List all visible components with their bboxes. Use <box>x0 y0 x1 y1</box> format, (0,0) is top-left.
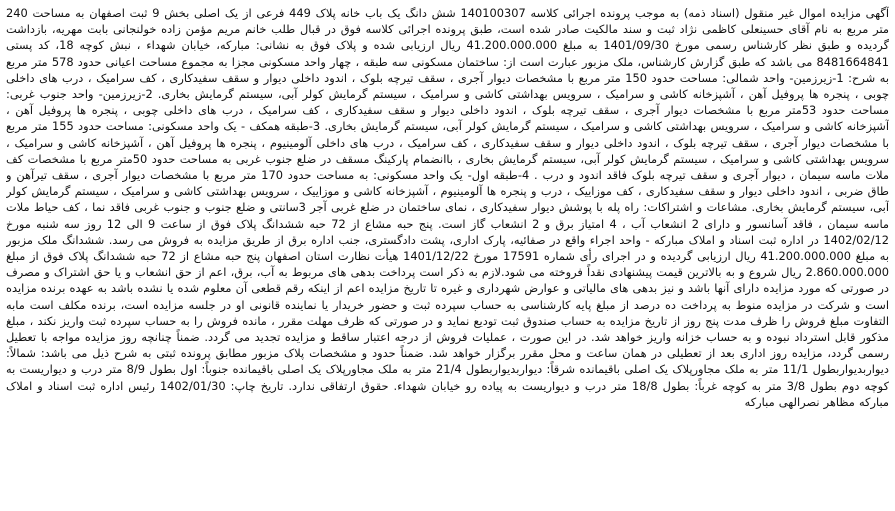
auction-notice-text: آگهی مزایده اموال غیر منقول (اسناد ذمه) به موجب پرونده اجرائی کلاسه 140100307 شش دانگ یک باب خانه پلاک 449 فرعی از یک اصلی بخش 9 ثبت اصفهان به مساحت 240 متر مربع به نام آقای حسینعلی کاظمی نژاد ثبت و سند مالکیت صادر شده است، طبق پرونده اجرائی کلاسه فوق در قبال طلب خانم مریم مؤمن زاده خولنجانی بابت مهریه، بازداشت گردیده و طبق نظر کارشناس رسمی مورخ 1401/09/30 به مبلغ 41.200.000.000 ریال ارزیابی شده و پلاک فوق به نشانی: مبارکه، خیابان شهداء ، نبش کوچه 18، کد پستی 8481664841 می باشد که طبق گزارش کارشناس، ملک مزبور عبارت است از: ساختمان مسکونی سه طبقه ، چهار واحد مسکونی مجزا به مجموع مساحت اعیانی حدود 578 متر مربع به شرح: 1-زیرزمین- واحد شمالی: مساحت حدود 150 متر مربع با مشخصات دیوار آجری ، سقف تیرچه بلوک ، اندود داخلی دیوار و سقف سفیدکاری ، کف سرامیک ، درب های داخلی چوبی ، پنجره ها پروفیل آهن ، آشپزخانه کاشی و سرامیک ، سرویس بهداشتی کاشی و سرامیک ، سیستم گرمایش کولر آبی، سیستم گرمایش بخاری. 2-زیرزمین- واحد جنوب غربی: مساحت حدود 53متر مربع با مشخصات دیوار آجری ، سقف تیرچه بلوک ، اندود داخلی دیوار و سقف سفیدکاری ، کف سرامیک ، درب های داخلی چوبی ، پنجره ها پروفیل آهن ، آشپزخانه کاشی و سرامیک ، سرویس بهداشتی کاشی و سرامیک ، سیستم گرمایش کولر آبی، سیستم گرمایش بخاری. 3-طبقه همکف - یک واحد مسکونی: مساحت حدود 155 متر مربع با مشخصات دیوار آجری ، سقف تیرچه بلوک ، اندود داخلی دیوار و سقف سفیدکاری ، کف سرامیک ، درب های داخلی آلومینیوم ، پنجره ها پروفیل آهن ، آشپزخانه کاشی و سرامیک ، سرویس بهداشتی کاشی و سرامیک ، سیستم گرمایش کولر آبی، سیستم گرمایش بخاری ، باانضمام پارکینگ مسقف در ضلع جنوب غربی به مساحت حدود 50متر مربع با مشخصات کف ملات ماسه سیمان ، دیوار آجری و سقف تیرچه بلوک فاقد اندود و درب . 4-طبقه اول- یک واحد مسکونی: به مساحت حدود 170 متر مربع با مشخصات دیوار آجری ، سقف تیرآهن و طاق ضربی ، اندود داخلی دیوار و سقف سفیدکاری ، کف موزاییک ، درب و پنجره ها آلومینیوم ، آشپزخانه کاشی و موزاییک ، سرویس بهداشتی کاشی و سرامیک ، سیستم گرمایش کولر آبی، سیستم گرمایش بخاری. مشاعات و اشتراکات: راه پله با پوشش دیوار سفیدکاری ، نمای ساختمان در ضلع غربی آجر 3سانتی و ضلع جنوب و جنوب غربی فاقد نما ، کف حیاط ملات ماسه سیمان ، فاقد آسانسور و دارای 2 انشعاب آب ، 4 امتیاز برق و 2 انشعاب گاز است. پنج حبه مشاع از 72 حبه ششدانگ پلاک فوق از ساعت 9 الی 12 روز سه شنبه مورخ 1402/02/12 در اداره ثبت اسناد و املاک مبارکه - واحد اجراء واقع در صفائیه، پارک اداری، پشت دادگستری، جنب اداره برق از طریق مزایده به فروش می رسد. ششدانگ ملک مزبور به مبلغ 41.200.000.000 ریال ارزیابی گردیده و در اجرای رأی شماره 17591 مورخ 1401/12/22 هیأت نظارت استان اصفهان پنج حبه مشاع از 72 حبه ششدانگ پلاک فوق از مبلغ 2.860.000.000 ریال شروع و به بالاترین قیمت پیشنهادی نقداً فروخته می شود.لازم به ذکر است پرداخت بدهی های مربوط به آب، برق، اعم از حق انشعاب و یا حق اشتراک و مصرف در صورتی که مورد مزایده دارای آنها باشد و نیز بدهی های مالیاتی و عوارض شهرداری و غیره تا تاریخ مزایده اعم از اینکه رقم قطعی آن معلوم شده یا نشده باشد به عهده برنده مزایده است و شرکت در مزایده منوط به پرداخت ده درصد از مبلغ پایه کارشناسی به حساب سپرده ثبت و حضور خریدار یا نماینده قانونی او در جلسه مزایده است، برنده مکلف است مابه التفاوت مبلغ فروش را ظرف مدت پنج روز از تاریخ مزایده به حساب صندوق ثبت تودیع نماید و در صورتی که ظرف مهلت مقرر ، مانده فروش را به حساب سپرده ثبت واریز نکند ، مبلغ مذکور قابل استرداد نبوده و به حساب خزانه واریز خواهد شد. در این صورت ، عملیات فروش از درجه اعتبار ساقط و مزایده تجدید می گردد. ضمناً چنانچه روز مزایده مواجه با تعطیل رسمی گردد، مزایده روز اداری بعد از تعطیلی در همان ساعت و محل مقرر برگزار خواهد شد. ضمناً حدود و مشخصات پلاک مزبور مطابق پرونده ثبتی به شرح ذیل می باشد: شمالاً: دیواربدیواربطول 11/1 متر به ملک مجاورپلاک یک اصلی باقیمانده شرقاً: دیواربدیواربطول 21/4 متر به ملک مجاورپلاک یک اصلی باقیمانده جنوباً: اول بطول 8/9 متر درب و دیواریست به کوچه دوم بطول 3/8 متر به کوچه غرباً: بطول 18/8 متر درب و دیواریست به پیاده رو خیابان شهداء. حقوق ارتفاقی ندارد. تاریخ چاپ: 1402/01/30 رئیس اداره ثبت اسناد و املاک مبارکه مظاهر نصرالهی مبارکه <box>6 6 889 409</box>
